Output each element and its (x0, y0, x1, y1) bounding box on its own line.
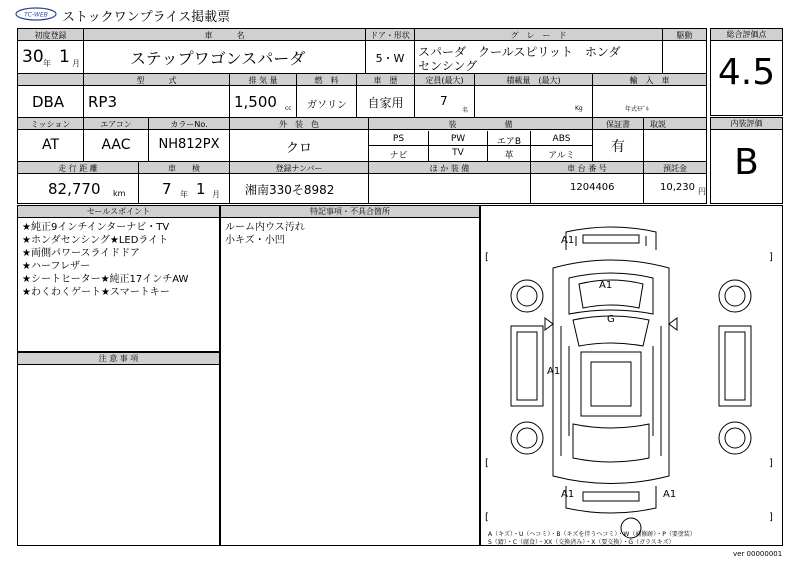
label-import: 輸 入 車 (629, 76, 670, 85)
diagram-body (553, 260, 669, 484)
mark-hood: A1 (599, 280, 613, 291)
equip-navi: ナビ (389, 151, 408, 161)
door-shape: 5・W (375, 52, 405, 65)
bracket-close: ] (769, 252, 773, 263)
label-door-shape: ドア・形状 (370, 31, 410, 40)
aircon: AAC (101, 137, 131, 153)
diagram-right-side (719, 326, 751, 406)
special-notes-box (220, 205, 480, 546)
diagram-rear-bumper (566, 486, 656, 513)
mark-left-side: A1 (547, 366, 561, 377)
label-model: 型 式 (136, 76, 177, 85)
label-first-reg: 初度登録 (34, 31, 67, 40)
sales-point: ★シートヒーター★純正17インチAW (22, 274, 189, 285)
mark-rear-bumper-right: A1 (663, 489, 677, 500)
reg-year-unit: 年 (43, 59, 51, 68)
sales-points-list (22, 221, 188, 299)
capacity: 7 (440, 94, 448, 108)
color-no: NH812PX (158, 137, 220, 152)
model-prefix: DBA (32, 93, 65, 111)
diagram-wheel-rl (511, 422, 543, 454)
label-aircon: エアコン (100, 120, 132, 129)
bracket-open: [ (485, 458, 489, 469)
label-load: 積載量 (最大) (506, 76, 561, 85)
capacity-unit: 名 (462, 107, 469, 114)
mileage-unit: km (113, 189, 126, 198)
displacement-unit: cc (285, 105, 292, 112)
label-history: 車 歴 (373, 76, 398, 85)
page-title: ストックワンプライス掲載票 (62, 10, 231, 25)
inspection-year-unit: 年 (180, 190, 188, 199)
legend-line1: A（キズ）・U（ヘコミ）・B（キズを伴うヘコミ）・W（補修跡）・P（要塗装） (488, 531, 696, 538)
logo-text: TC-WEB (24, 11, 48, 19)
load-unit: Kg (575, 105, 583, 112)
equip-airbag: エアB (496, 137, 522, 147)
logo (14, 6, 58, 20)
diagram-wheel-fl (511, 280, 543, 312)
special-note: ルーム内ウス汚れ (225, 222, 305, 233)
sales-point: ★ホンダセンシング★LEDライト (22, 235, 169, 246)
equip-ps: PS (392, 134, 405, 144)
caution-header: 注 意 事 項 (18, 353, 219, 365)
mileage: 82,770 (48, 180, 101, 198)
label-other-equipment: ほ か 装 備 (429, 164, 470, 173)
sales-point: ★両側パワースライドドア (22, 248, 140, 259)
label-car-name: 車 名 (204, 31, 245, 40)
sales-point: ★純正9インチインターナビ・TV (22, 222, 170, 233)
bracket-close: ] (769, 512, 773, 523)
import-note: 年式ﾓﾃﾞﾙ (625, 106, 650, 113)
equip-tv: TV (452, 148, 464, 158)
diagram-rear-gate (573, 424, 649, 462)
sales-point: ★ハーフレザー (22, 261, 91, 272)
grade-line2: センシング (418, 59, 478, 73)
diagram-wheel-fr (719, 280, 751, 312)
fuel: ガソリン (307, 100, 347, 111)
diagram-left-side (511, 326, 543, 406)
label-manual: 取説 (650, 120, 666, 129)
label-deposit: 預託金 (663, 164, 687, 173)
label-drive: 駆動 (676, 31, 693, 40)
total-score: 4.5 (717, 52, 776, 93)
diagram-wheel-rr (719, 422, 751, 454)
label-displacement: 排 気 量 (248, 76, 278, 85)
interior-score-header: 内装評価 (711, 118, 782, 130)
deposit-unit: 円 (698, 187, 706, 196)
label-ext-color: 外 装 色 (279, 120, 319, 129)
label-fuel: 燃 料 (314, 76, 339, 85)
version: ver 00000001 (733, 550, 783, 558)
model: RP3 (88, 93, 118, 111)
displacement: 1,500 (234, 93, 277, 111)
mark-front-bumper: A1 (561, 235, 575, 246)
deposit: 10,230 (660, 182, 695, 193)
interior-score: B (734, 142, 759, 183)
reg-year: 30 (22, 47, 44, 67)
plate: 湘南330そ8982 (245, 183, 335, 197)
bracket-open: [ (485, 252, 489, 263)
equip-abs: ABS (552, 134, 571, 144)
logo-mark (14, 7, 58, 21)
car-name: ステップワゴンスパーダ (130, 49, 306, 68)
equip-leather: 革 (504, 151, 514, 161)
vehicle-no: 1204406 (570, 182, 615, 193)
grade-line1: スパーダ クールスピリット ホンダ (418, 45, 621, 59)
ext-color: クロ (285, 141, 312, 156)
special-note: 小キズ・小凹 (225, 235, 285, 246)
sales-point: ★わくわくゲート★スマートキー (22, 287, 170, 298)
label-grade: グ レ ー ド (510, 31, 567, 40)
label-vehicle-no: 車 台 番 号 (567, 164, 607, 173)
history: 自家用 (367, 96, 404, 110)
reg-month: 1 (59, 47, 70, 67)
warranty: 有 (611, 139, 625, 155)
label-inspection: 車 検 (168, 164, 200, 173)
special-notes-header: 特記事項・不具合箇所 (221, 206, 479, 218)
inspection-year: 7 (162, 180, 172, 198)
equip-pw: PW (450, 134, 466, 144)
bracket-open: [ (485, 512, 489, 523)
equip-alloy: アルミ (548, 151, 575, 161)
label-plate: 登録ナンバー (275, 164, 323, 173)
inspection-month-unit: 月 (212, 190, 220, 199)
legend-line2: S（錆）・C（腐食）・XX（交換済み）・X（要交換）・G（ガラスキズ） (488, 539, 675, 546)
reg-month-unit: 月 (72, 59, 80, 68)
caution-box (17, 352, 220, 546)
label-capacity: 定員(最大) (425, 76, 464, 85)
special-notes-list (225, 221, 305, 247)
mission: AT (41, 137, 60, 153)
label-equipment: 装 備 (448, 120, 513, 129)
total-score-header: 総合評価点 (711, 29, 782, 41)
diagram-front-bumper (566, 227, 656, 250)
bracket-close: ] (769, 458, 773, 469)
inspection-month: 1 (196, 180, 206, 198)
label-mission: ミッション (30, 120, 71, 129)
mark-rear-bumper-left: A1 (561, 489, 575, 500)
label-mileage: 走 行 距 離 (58, 164, 98, 173)
mark-windshield: G (607, 314, 615, 325)
car-diagram (481, 206, 782, 545)
label-warranty: 保証書 (606, 120, 630, 129)
sales-points-header: セールスポイント (18, 206, 219, 218)
label-color-no: カラーNo. (170, 120, 208, 129)
